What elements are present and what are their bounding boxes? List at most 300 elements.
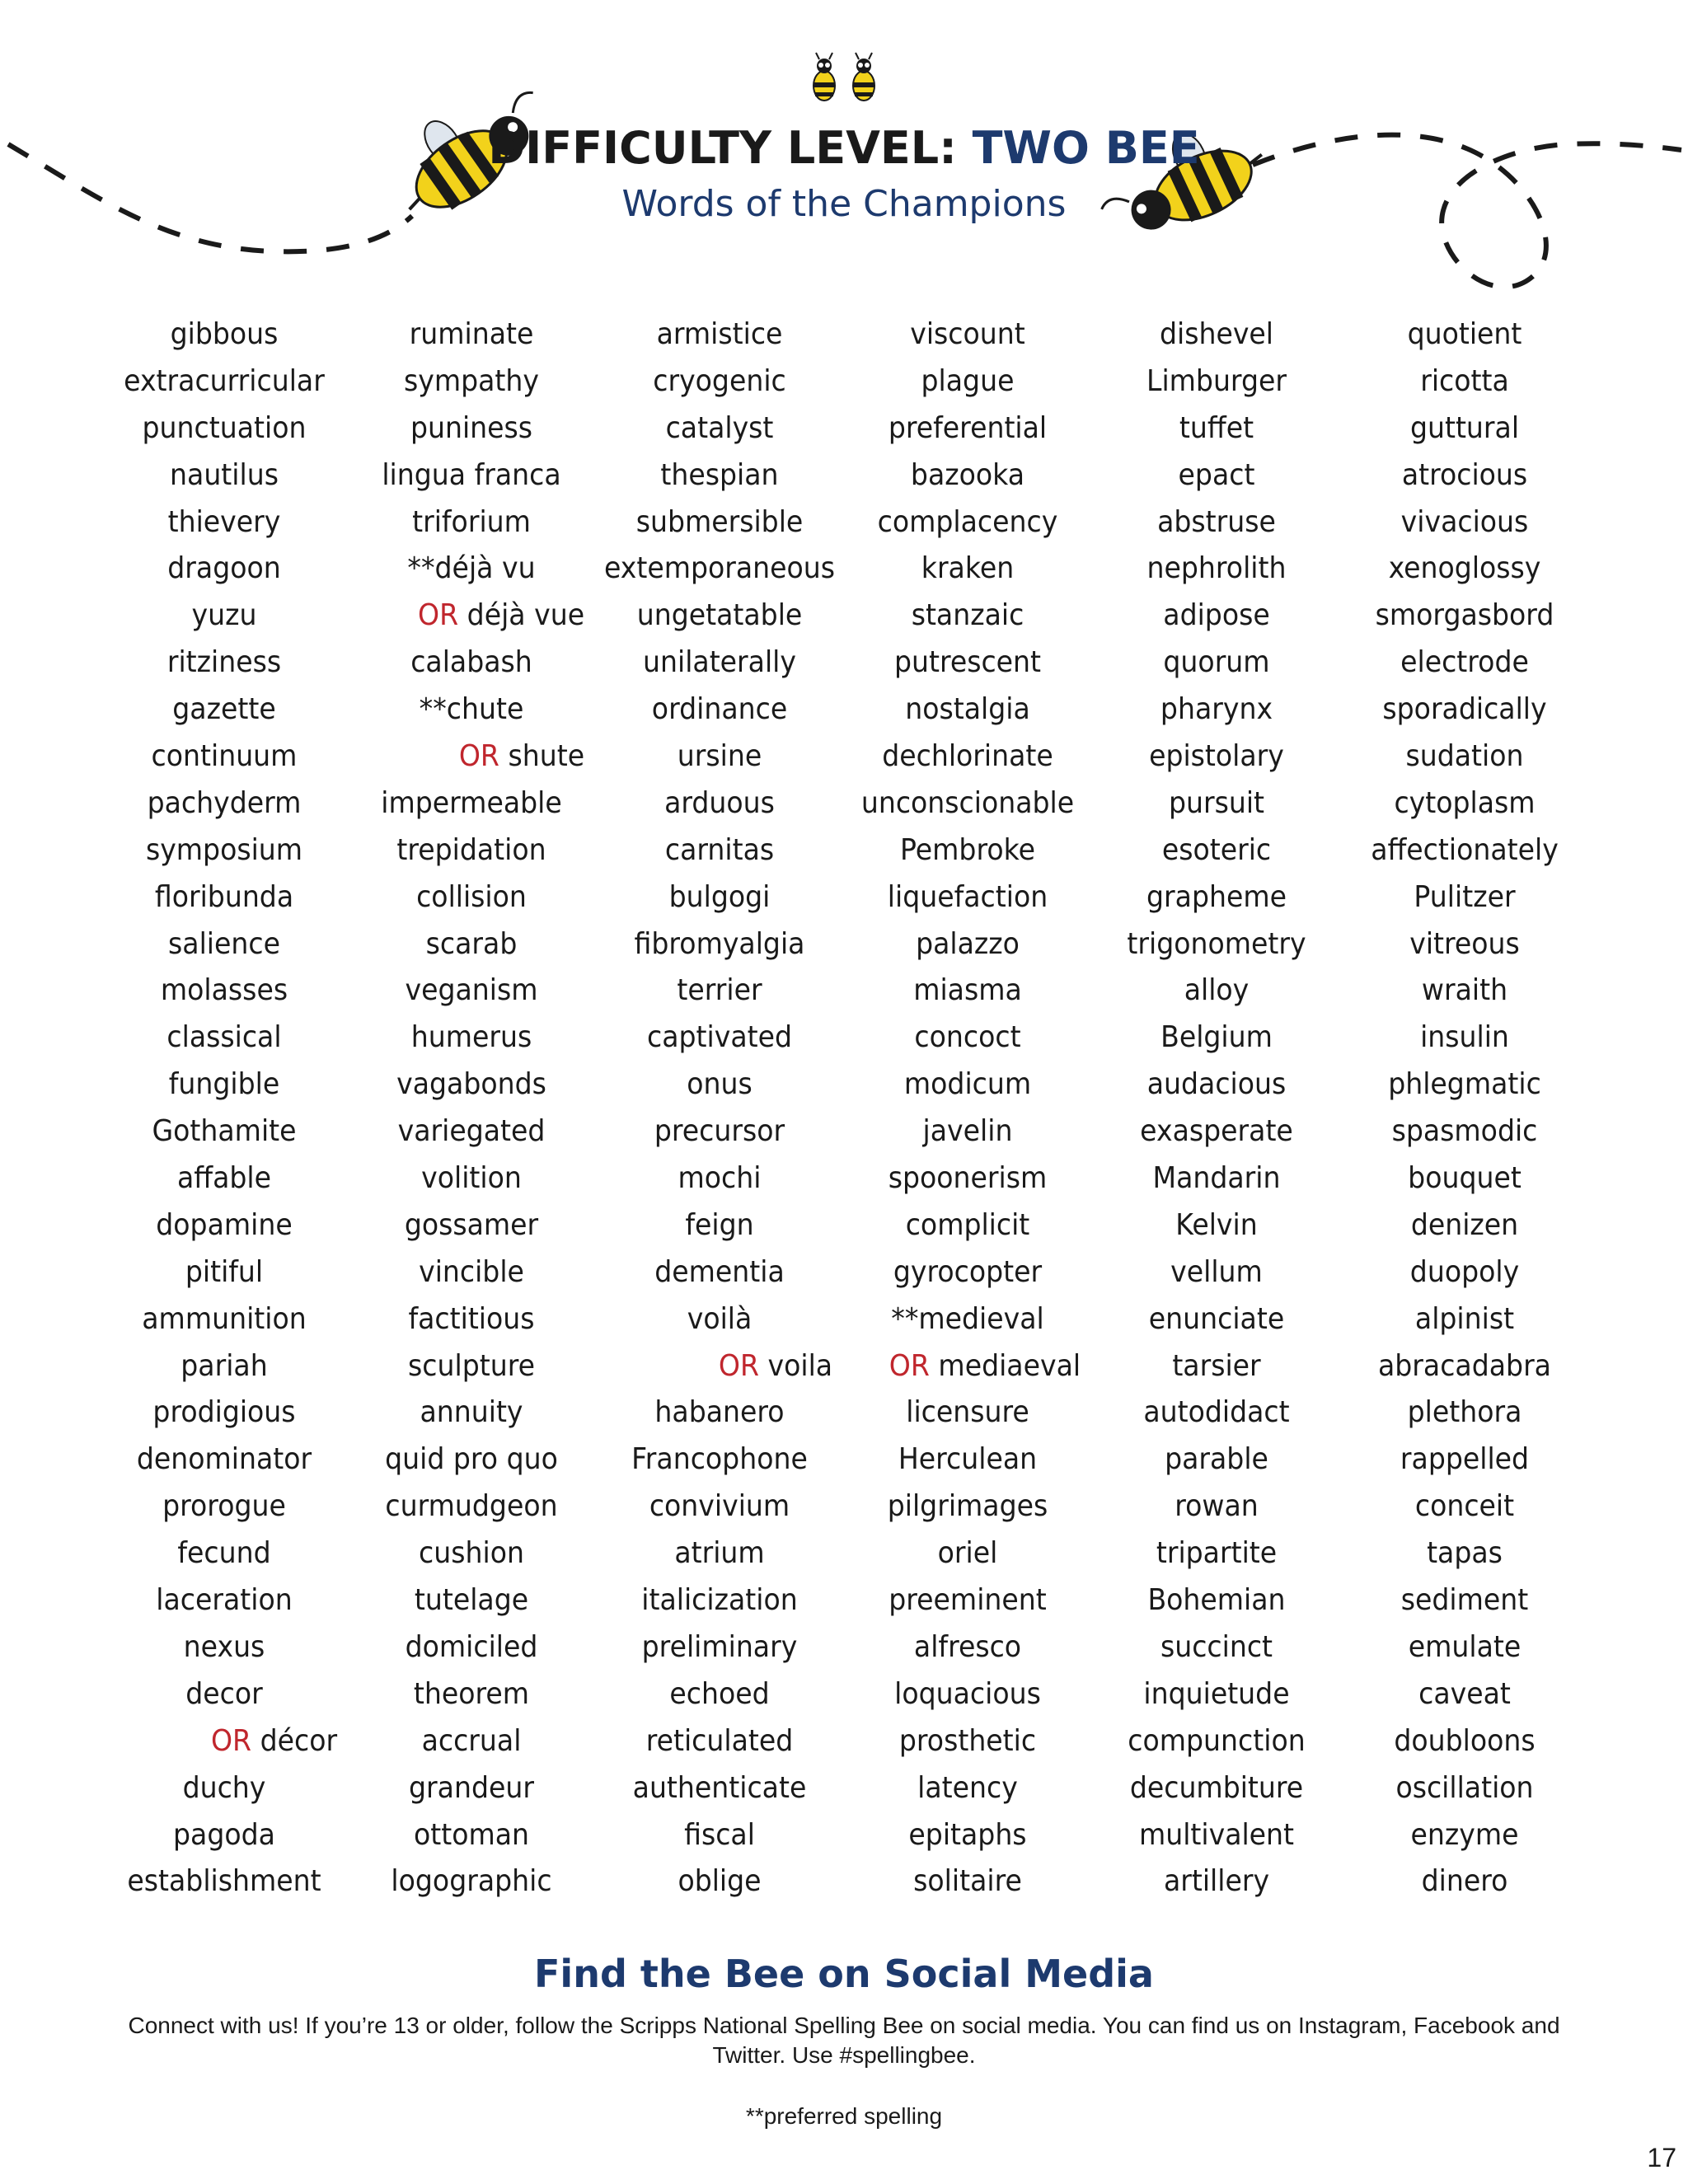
word-text: ammunition bbox=[142, 1301, 307, 1336]
spelling-word bbox=[1099, 921, 1334, 968]
word-text: Bohemian bbox=[1147, 1583, 1286, 1618]
spelling-word bbox=[602, 1296, 837, 1343]
spelling-word bbox=[850, 921, 1085, 968]
spelling-word bbox=[1099, 1858, 1334, 1905]
word-text: liquefaction bbox=[887, 879, 1048, 914]
spelling-word bbox=[602, 546, 837, 593]
word-text: Herculean bbox=[898, 1442, 1038, 1477]
spelling-word bbox=[106, 1015, 341, 1062]
word-text: sudation bbox=[1405, 739, 1524, 774]
word-text: ritziness bbox=[166, 645, 282, 680]
word-text: Limburger bbox=[1146, 363, 1287, 398]
spelling-word bbox=[602, 312, 837, 359]
word-text: quotient bbox=[1407, 317, 1522, 351]
word-text: dragoon bbox=[167, 551, 281, 586]
spelling-word bbox=[1099, 1624, 1334, 1671]
word-text: fecund bbox=[177, 1536, 271, 1571]
word-text: cytoplasm bbox=[1394, 785, 1536, 820]
spelling-word bbox=[106, 359, 341, 405]
spelling-word bbox=[1099, 1483, 1334, 1530]
spelling-word bbox=[1099, 687, 1334, 733]
page-title bbox=[0, 122, 1688, 174]
footnote: **preferred spelling bbox=[745, 2103, 943, 2129]
word-text: carnitas bbox=[664, 832, 775, 867]
spelling-word bbox=[850, 968, 1085, 1015]
spelling-word bbox=[1099, 1343, 1334, 1390]
spelling-word bbox=[850, 827, 1085, 874]
word-text: concoct bbox=[914, 1020, 1021, 1055]
word-text: rowan bbox=[1175, 1489, 1259, 1524]
word-column bbox=[1099, 312, 1334, 1905]
spelling-word bbox=[602, 1671, 837, 1718]
word-text: molasses bbox=[160, 973, 288, 1008]
spelling-word bbox=[354, 921, 588, 968]
word-text: nephrolith bbox=[1146, 551, 1287, 586]
spelling-word bbox=[354, 968, 588, 1015]
word-text: spoonerism bbox=[888, 1161, 1048, 1196]
spelling-word bbox=[850, 1108, 1085, 1155]
spelling-word bbox=[602, 1812, 837, 1859]
word-text: insulin bbox=[1420, 1020, 1509, 1055]
word-text: accrual bbox=[421, 1723, 522, 1758]
word-text: stanzaic bbox=[911, 598, 1025, 633]
spelling-word bbox=[1099, 1202, 1334, 1249]
or-label: OR bbox=[458, 739, 499, 774]
word-text: quid pro quo bbox=[385, 1442, 558, 1477]
spelling-word bbox=[602, 687, 837, 733]
spelling-word bbox=[106, 312, 341, 359]
word-text: quorum bbox=[1163, 645, 1270, 680]
word-text: adipose bbox=[1163, 598, 1270, 633]
spelling-word bbox=[850, 733, 1085, 780]
spelling-word bbox=[602, 874, 837, 921]
word-text: sympathy bbox=[403, 363, 540, 398]
word-text: denizen bbox=[1410, 1207, 1519, 1242]
word-text: trigonometry bbox=[1127, 926, 1306, 961]
spelling-word bbox=[1099, 1812, 1334, 1859]
word-text: miasma bbox=[913, 973, 1022, 1008]
word-text: viscount bbox=[910, 317, 1025, 351]
spelling-word bbox=[1099, 1671, 1334, 1718]
spelling-word bbox=[1347, 1249, 1582, 1296]
word-column bbox=[354, 312, 588, 1905]
spelling-word bbox=[1099, 405, 1334, 452]
word-text: conceit bbox=[1414, 1489, 1515, 1524]
word-text: sporadically bbox=[1382, 692, 1547, 727]
word-text: multivalent bbox=[1138, 1817, 1295, 1852]
spelling-word bbox=[850, 640, 1085, 687]
word-text: inquietude bbox=[1143, 1676, 1290, 1711]
spelling-word bbox=[602, 1577, 837, 1624]
word-text: prorogue bbox=[162, 1489, 286, 1524]
word-text: guttural bbox=[1409, 410, 1520, 445]
spelling-word bbox=[1347, 1718, 1582, 1765]
word-text: pagoda bbox=[173, 1817, 275, 1852]
word-text: unconscionable bbox=[860, 785, 1075, 820]
spelling-word bbox=[1099, 780, 1334, 827]
word-text: tutelage bbox=[414, 1583, 529, 1618]
word-text: fibromyalgia bbox=[634, 926, 805, 961]
spelling-word bbox=[850, 1765, 1085, 1812]
spelling-word bbox=[850, 1436, 1085, 1483]
spelling-word bbox=[106, 1671, 341, 1718]
spelling-word bbox=[106, 1436, 341, 1483]
spelling-word bbox=[850, 546, 1085, 593]
word-text: pitiful bbox=[185, 1254, 264, 1289]
word-text: thespian bbox=[660, 457, 779, 492]
word-text: establishment bbox=[127, 1864, 321, 1899]
word-text: voilà bbox=[687, 1301, 753, 1336]
spelling-word bbox=[1347, 1108, 1582, 1155]
spelling-word bbox=[354, 1483, 588, 1530]
word-text: grandeur bbox=[409, 1770, 534, 1805]
word-text: collision bbox=[416, 879, 527, 914]
word-text: classical bbox=[166, 1020, 282, 1055]
alternate-spelling bbox=[602, 1343, 837, 1390]
spelling-word bbox=[354, 1812, 588, 1859]
title-level: TWO BEE bbox=[972, 122, 1200, 174]
word-text: variegated bbox=[397, 1114, 546, 1149]
spelling-word bbox=[850, 1202, 1085, 1249]
spelling-word bbox=[1347, 1390, 1582, 1436]
word-text: javelin bbox=[922, 1114, 1013, 1149]
word-text: preliminary bbox=[641, 1629, 798, 1664]
spelling-word bbox=[106, 1296, 341, 1343]
spelling-word bbox=[850, 1671, 1085, 1718]
word-text: oriel bbox=[937, 1536, 998, 1571]
word-text: annuity bbox=[420, 1395, 523, 1430]
spelling-word bbox=[106, 1155, 341, 1202]
spelling-word bbox=[602, 1436, 837, 1483]
spelling-word bbox=[1099, 733, 1334, 780]
spelling-word bbox=[106, 546, 341, 593]
spelling-word bbox=[106, 593, 341, 640]
word-text: décor bbox=[260, 1723, 338, 1758]
spelling-word bbox=[1099, 1155, 1334, 1202]
spelling-word bbox=[602, 1858, 837, 1905]
word-text: sediment bbox=[1400, 1583, 1529, 1618]
word-text: affable bbox=[176, 1161, 272, 1196]
spelling-word bbox=[1099, 546, 1334, 593]
spelling-word bbox=[602, 921, 837, 968]
spelling-word bbox=[106, 1812, 341, 1859]
word-text: dopamine bbox=[156, 1207, 293, 1242]
word-text: licensure bbox=[906, 1395, 1029, 1430]
word-text: Belgium bbox=[1160, 1020, 1273, 1055]
word-text: fungible bbox=[168, 1067, 280, 1102]
word-text: shute bbox=[508, 739, 585, 774]
spelling-word bbox=[106, 640, 341, 687]
word-text: pharynx bbox=[1160, 692, 1273, 727]
spelling-word bbox=[106, 1202, 341, 1249]
spelling-word bbox=[602, 1249, 837, 1296]
spelling-word bbox=[850, 359, 1085, 405]
spelling-word bbox=[1347, 1296, 1582, 1343]
spelling-word bbox=[850, 1577, 1085, 1624]
spelling-word bbox=[850, 687, 1085, 733]
word-text: bouquet bbox=[1408, 1161, 1522, 1196]
word-text: cushion bbox=[419, 1536, 524, 1571]
word-text: pilgrimages bbox=[887, 1489, 1048, 1524]
spelling-word bbox=[1099, 1390, 1334, 1436]
word-text: ruminate bbox=[409, 317, 534, 351]
spelling-word bbox=[106, 1858, 341, 1905]
spelling-word bbox=[106, 921, 341, 968]
spelling-word bbox=[1347, 1015, 1582, 1062]
word-text: enzyme bbox=[1410, 1817, 1519, 1852]
word-text: gossamer bbox=[404, 1207, 539, 1242]
spelling-word bbox=[1099, 874, 1334, 921]
alternate-spelling bbox=[850, 1343, 1085, 1390]
word-text: dinero bbox=[1421, 1864, 1508, 1899]
word-text: abracadabra bbox=[1377, 1348, 1551, 1383]
spelling-word bbox=[1099, 1108, 1334, 1155]
word-text: modicum bbox=[903, 1067, 1032, 1102]
spelling-word bbox=[1347, 780, 1582, 827]
spelling-word bbox=[1347, 1624, 1582, 1671]
word-text: plethora bbox=[1407, 1395, 1522, 1430]
word-text: prosthetic bbox=[898, 1723, 1037, 1758]
spelling-word bbox=[602, 499, 837, 546]
spelling-word bbox=[602, 968, 837, 1015]
or-label: OR bbox=[889, 1348, 930, 1383]
spelling-word bbox=[1347, 1812, 1582, 1859]
spelling-word bbox=[1347, 405, 1582, 452]
word-text: epistolary bbox=[1149, 739, 1284, 774]
spelling-word bbox=[850, 1858, 1085, 1905]
word-text: humerus bbox=[410, 1020, 532, 1055]
word-text: extracurricular bbox=[124, 363, 325, 398]
spelling-word bbox=[354, 405, 588, 452]
spelling-word bbox=[1347, 640, 1582, 687]
word-text: doubloons bbox=[1394, 1723, 1536, 1758]
word-column bbox=[850, 312, 1085, 1905]
word-text: Francophone bbox=[631, 1442, 808, 1477]
word-text: exasperate bbox=[1140, 1114, 1293, 1149]
spelling-word bbox=[602, 1015, 837, 1062]
spelling-word bbox=[602, 1530, 837, 1577]
spelling-word bbox=[354, 780, 588, 827]
word-text: unilaterally bbox=[643, 645, 796, 680]
spelling-word bbox=[602, 733, 837, 780]
spelling-word bbox=[106, 1343, 341, 1390]
word-text: phlegmatic bbox=[1388, 1067, 1541, 1102]
spelling-word bbox=[106, 1765, 341, 1812]
word-text: nexus bbox=[183, 1629, 265, 1664]
spelling-word bbox=[354, 1062, 588, 1108]
word-text: grapheme bbox=[1146, 879, 1287, 914]
spelling-word bbox=[1347, 452, 1582, 499]
spelling-word bbox=[850, 593, 1085, 640]
spelling-word bbox=[354, 1436, 588, 1483]
spelling-word bbox=[354, 1015, 588, 1062]
spelling-word bbox=[106, 1062, 341, 1108]
word-text: Pulitzer bbox=[1414, 879, 1516, 914]
spelling-word bbox=[106, 1390, 341, 1436]
spelling-word bbox=[354, 1765, 588, 1812]
word-text: mediaeval bbox=[938, 1348, 1081, 1383]
spelling-word bbox=[1347, 968, 1582, 1015]
word-text: mochi bbox=[678, 1161, 762, 1196]
word-text: Mandarin bbox=[1152, 1161, 1281, 1196]
spelling-word bbox=[354, 1390, 588, 1436]
spelling-word bbox=[1099, 312, 1334, 359]
word-text: preferential bbox=[888, 410, 1048, 445]
word-text: rappelled bbox=[1400, 1442, 1530, 1477]
word-text: ursine bbox=[677, 739, 762, 774]
word-text: precursor bbox=[654, 1114, 785, 1149]
spelling-word bbox=[850, 1530, 1085, 1577]
spelling-word bbox=[1347, 827, 1582, 874]
word-text: **chute bbox=[419, 692, 524, 727]
spelling-word bbox=[354, 1577, 588, 1624]
spelling-word bbox=[1347, 1765, 1582, 1812]
word-text: echoed bbox=[669, 1676, 770, 1711]
spelling-word bbox=[602, 1202, 837, 1249]
word-text: duopoly bbox=[1409, 1254, 1520, 1289]
word-text: lingua franca bbox=[382, 457, 561, 492]
spelling-word bbox=[602, 1483, 837, 1530]
spelling-word bbox=[354, 1343, 588, 1390]
word-text: vivacious bbox=[1400, 504, 1529, 539]
spelling-word bbox=[1347, 1858, 1582, 1905]
spelling-word bbox=[1347, 1343, 1582, 1390]
spelling-word bbox=[602, 640, 837, 687]
spelling-word bbox=[850, 499, 1085, 546]
spelling-word bbox=[354, 1671, 588, 1718]
word-text: pursuit bbox=[1168, 785, 1265, 820]
word-text: terrier bbox=[677, 973, 762, 1008]
spelling-word bbox=[1347, 1436, 1582, 1483]
spelling-word bbox=[354, 1858, 588, 1905]
social-text: Connect with us! If you’re 13 or older, follow the Scripps National Spelling Bee on social media. You can find us on Instagram, Facebook and Twitter. Use #spellingbee. bbox=[128, 2013, 1560, 2068]
word-text: ungetatable bbox=[636, 598, 803, 633]
spelling-word bbox=[354, 687, 588, 733]
word-text: salience bbox=[168, 926, 280, 961]
page-subtitle: Words of the Champions bbox=[621, 183, 1067, 225]
word-text: reticulated bbox=[645, 1723, 794, 1758]
spelling-word bbox=[106, 780, 341, 827]
spelling-word bbox=[850, 1812, 1085, 1859]
word-text: voila bbox=[767, 1348, 833, 1383]
spelling-word bbox=[106, 687, 341, 733]
word-text: oscillation bbox=[1395, 1770, 1534, 1805]
spelling-word bbox=[1099, 1296, 1334, 1343]
spelling-word bbox=[106, 1530, 341, 1577]
spelling-word bbox=[1099, 1015, 1334, 1062]
word-text: domiciled bbox=[405, 1629, 538, 1664]
word-text: dementia bbox=[654, 1254, 785, 1289]
spelling-word bbox=[850, 1249, 1085, 1296]
word-text: tripartite bbox=[1156, 1536, 1278, 1571]
spelling-word bbox=[354, 1249, 588, 1296]
word-text: vellum bbox=[1170, 1254, 1263, 1289]
word-text: armistice bbox=[656, 317, 783, 351]
word-text: floribunda bbox=[154, 879, 294, 914]
spelling-word bbox=[106, 1577, 341, 1624]
spelling-word bbox=[1347, 593, 1582, 640]
word-text: punctuation bbox=[142, 410, 307, 445]
word-text: habanero bbox=[654, 1395, 785, 1430]
spelling-word bbox=[1099, 499, 1334, 546]
title-prefix: DIFFICULTY LEVEL: bbox=[488, 122, 973, 174]
spelling-word bbox=[602, 1062, 837, 1108]
word-text: volition bbox=[421, 1161, 522, 1196]
word-text: xenoglossy bbox=[1388, 551, 1541, 586]
word-text: theorem bbox=[413, 1676, 530, 1711]
spelling-word bbox=[602, 1624, 837, 1671]
word-text: affectionately bbox=[1371, 832, 1559, 867]
word-text: convivium bbox=[649, 1489, 790, 1524]
word-text: solitaire bbox=[913, 1864, 1022, 1899]
spelling-word bbox=[354, 546, 588, 593]
spelling-word bbox=[1347, 359, 1582, 405]
word-text: cryogenic bbox=[653, 363, 786, 398]
word-text: trepidation bbox=[396, 832, 546, 867]
word-text: onus bbox=[687, 1067, 753, 1102]
spelling-word bbox=[602, 593, 837, 640]
page-number: 17 bbox=[1647, 2143, 1676, 2172]
spelling-word bbox=[354, 312, 588, 359]
word-text: impermeable bbox=[381, 785, 562, 820]
word-text: bazooka bbox=[910, 457, 1025, 492]
spelling-word bbox=[850, 312, 1085, 359]
spelling-word bbox=[354, 1202, 588, 1249]
word-text: ordinance bbox=[651, 692, 788, 727]
word-text: artillery bbox=[1163, 1864, 1270, 1899]
word-text: **medieval bbox=[891, 1301, 1044, 1336]
spelling-word bbox=[850, 1718, 1085, 1765]
word-text: submersible bbox=[635, 504, 804, 539]
alternate-spelling bbox=[106, 1718, 341, 1765]
word-text: dechlorinate bbox=[882, 739, 1053, 774]
spelling-word bbox=[1347, 546, 1582, 593]
spelling-word bbox=[1347, 1062, 1582, 1108]
spelling-word bbox=[850, 405, 1085, 452]
spelling-word bbox=[1347, 874, 1582, 921]
or-label: OR bbox=[718, 1348, 759, 1383]
spelling-word bbox=[850, 1155, 1085, 1202]
spelling-word bbox=[1347, 733, 1582, 780]
word-text: succinct bbox=[1160, 1629, 1273, 1664]
spelling-word bbox=[850, 1015, 1085, 1062]
word-text: **déjà vu bbox=[407, 551, 536, 586]
spelling-word bbox=[354, 1108, 588, 1155]
spelling-word bbox=[1099, 640, 1334, 687]
spelling-word bbox=[354, 827, 588, 874]
spelling-word bbox=[1099, 359, 1334, 405]
word-text: déjà vue bbox=[467, 598, 585, 633]
word-text: atrocious bbox=[1401, 457, 1528, 492]
spelling-word bbox=[602, 780, 837, 827]
word-text: alloy bbox=[1184, 973, 1250, 1008]
spelling-word bbox=[850, 1624, 1085, 1671]
word-text: preeminent bbox=[889, 1583, 1047, 1618]
word-text: electrode bbox=[1400, 645, 1529, 680]
word-text: italicization bbox=[641, 1583, 798, 1618]
word-text: wraith bbox=[1421, 973, 1508, 1008]
spelling-word bbox=[106, 968, 341, 1015]
spelling-word bbox=[602, 1765, 837, 1812]
word-text: audacious bbox=[1146, 1067, 1287, 1102]
spelling-word bbox=[1347, 312, 1582, 359]
spelling-word bbox=[850, 780, 1085, 827]
word-column bbox=[1347, 312, 1582, 1905]
word-text: factitious bbox=[408, 1301, 535, 1336]
word-text: spasmodic bbox=[1391, 1114, 1538, 1149]
word-text: authenticate bbox=[632, 1770, 807, 1805]
spelling-word bbox=[106, 1483, 341, 1530]
